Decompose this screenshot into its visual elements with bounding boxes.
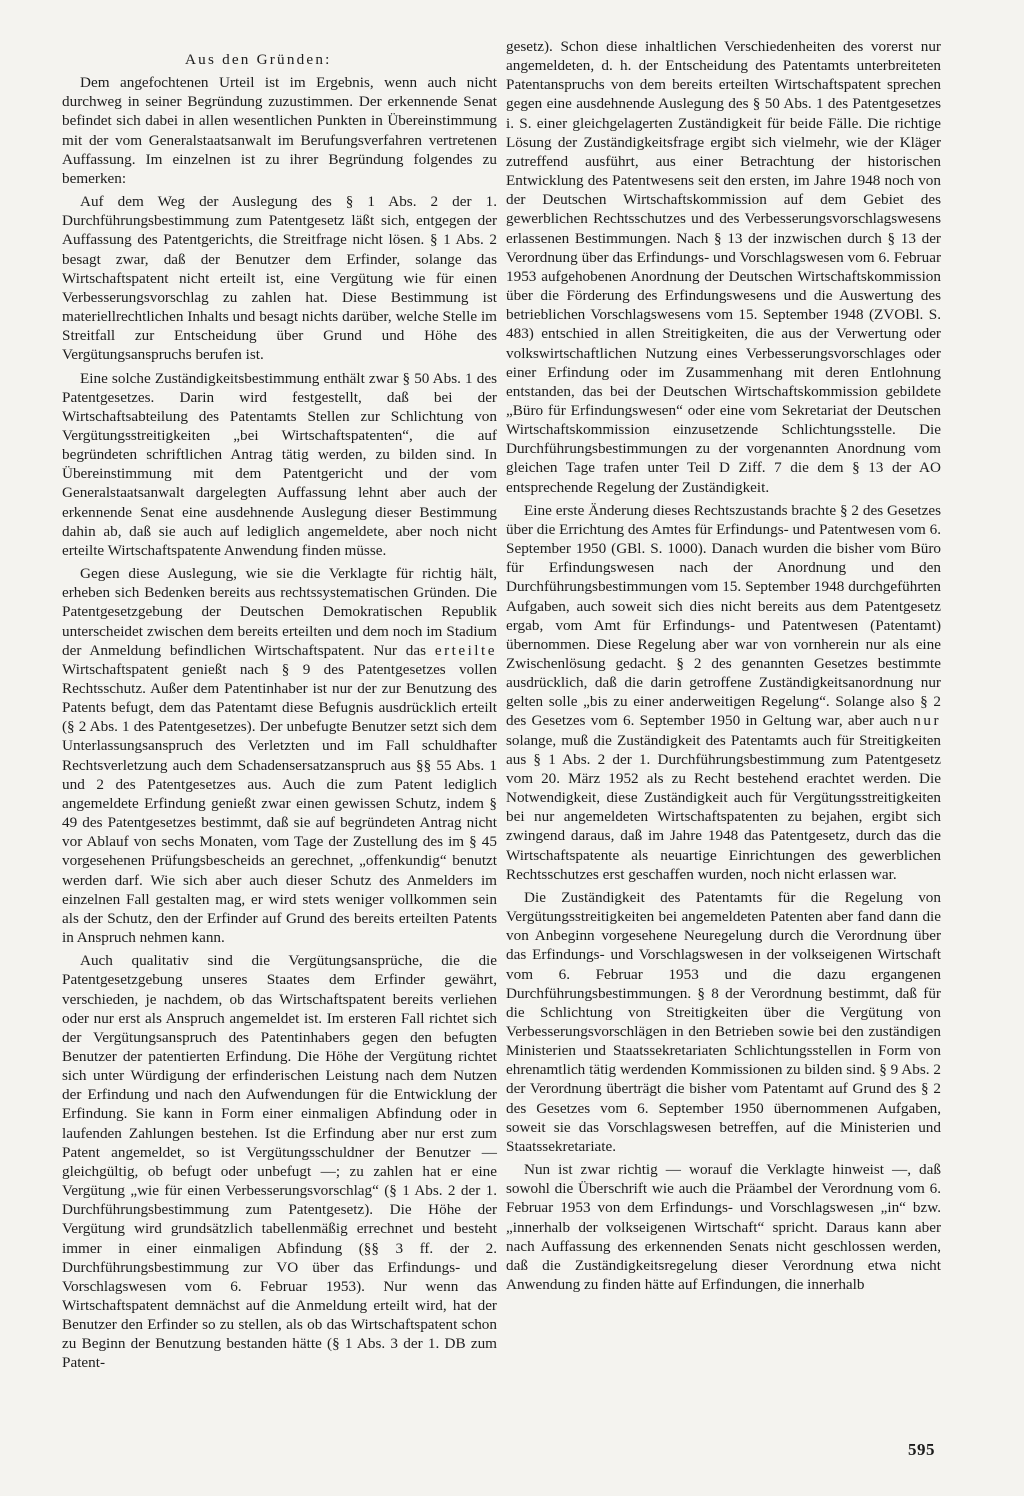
paragraph: Auf dem Weg der Auslegung des § 1 Abs. 2 der 1. Durchführungsbestimmung zum Patentgesetz läßt sich, entgegen der Auffassung des Patentgerichts, die Streitfrage nicht lösen. § 1 Abs. 2 besagt zwar, daß der Benutzer dem Erfinder, solange das Wirtschaftspatent nicht erteilt ist, eine Vergütung wie für einen Verbesserungsvorschlag zu zahlen hat. Diese Bestimmung ist materiellrechtlichen Inhalts und besagt nichts darüber, welche Stelle im Streitfall zur Entscheidung über Grund und Höhe des Vergütungsanspruchs berufen ist. xyxy=(62,193,497,364)
text-run: Gegen diese Auslegung, wie sie die Verklagte für richtig hält, erheben sich Bedenken bereits aus rechtssystematischen Gründen. Die Patentgesetzgebung der Deutschen Demokratischen Republik unterscheidet zwischen dem bereits erteilten und dem noch im Stadium der Anmeldung befindlichen Wirtschaftspatent. Nur das xyxy=(62,565,497,659)
text-run: Eine erste Änderung dieses Rechtszustands brachte § 2 des Gesetzes über die Errichtung des Amtes für Erfindungs- und Patentwesen vom 6. September 1950 (GBl. S. 1000). Danach wurden die bisher vom Büro für Erfindungswesen nach der Anordnung und den Durchführungsbestimmungen vom 15. September 1948 durchgeführten Aufgaben, auch soweit sich dies nicht bereits aus dem Patentgesetz ergab, vom Amt für Erfindungs- und Patentwesen (Patentamt) übernommen. Diese Regelung aber war von vornherein nur als eine Zwischenlösung gedacht. § 2 des genannten Gesetzes bestimmte ausdrücklich, daß die darin getroffene Zuständigkeitsanordnung nur gelten solle „bis zu einer anderweitigen Regelung“. Solange also § 2 des Gesetzes vom 6. September 1950 in Geltung war, aber auch xyxy=(506,501,941,730)
paragraph: Die Zuständigkeit des Patentamts für die Regelung von Vergütungsstreitigkeiten bei angemeldeten Patenten aber fand dann die von Anbeginn vorgesehene Neuregelung durch die Verordnung über das Erfindungs- und Vorschlagswesen in der volkseigenen Wirtschaft vom 6. Februar 1953 und die dazu ergangenen Durchführungsbestimmungen. § 8 der Verordnung bestimmt, daß für die Schlichtung von Streitigkeiten über die Vergütung von Verbesserungsvorschlägen in den Betrieben sowie bei den zuständigen Ministerien und Staatssekretariaten Schlichtungsstellen in Form von ehrenamtlich tätig werdenden Kommissionen zu bilden sind. § 9 Abs. 2 der Verordnung überträgt die bisher vom Patentamt auf Grund des § 2 des Gesetzes vom 6. September 1950 übernommenen Aufgaben, soweit sie das Vorschlagswesen betreffen, auf die Ministerien und Staatssekretariate. xyxy=(506,888,941,1155)
paragraph: Auch qualitativ sind die Vergütungsansprüche, die die Patentgesetzgebung unseres Staates dem Erfinder gewährt, verschieden, je nachdem, ob das Wirtschaftspatent bereits verliehen oder nur erst als Anspruch angemeldet ist. Im ersteren Fall richtet sich der Vergütungsanspruch des Patentinhabers gegen den befugten Benutzer der patentierten Erfindung. Die Höhe der Vergütung richtet sich unter Würdigung der erfinderischen Leistung nach dem Nutzen der Erfindung und nach den Aufwendungen für die Entwicklung der Erfindung. Sie kann in Form einer einmaligen Abfindung oder in laufenden Zahlungen bestehen. Ist die Erfindung aber nur erst zum Patent angemeldet, so ist Vergütungsschuldner der Benutzer — gleichgültig, ob befugt oder unbefugt —; zu zahlen hat er eine Vergütung „wie für einen Verbesserungsvorschlag“ (§ 1 Abs. 2 der 1. Durchführungsbestimmung zum Patentgesetz). Die Höhe der Vergütung wird grundsätzlich tabellenmäßig errechnet und besteht immer in einer einmaligen Abfindung (§§ 3 ff. der 2. Durchführungsbestimmung zur VO über das Erfindungs- und Vorschlagswesen vom 6. Februar 1953). Nur wenn das Wirtschaftspatent demnächst auf die Anmeldung erteilt wird, hat der Benutzer den Erfinder so zu stellen, als ob das Wirtschaftspatent schon zu Beginn der Benutzung bestanden hätte (§ 1 Abs. 3 der 1. DB zum Patent- xyxy=(62,952,497,1372)
text-run: Wirtschaftspatent genießt nach § 9 des Patentgesetzes vollen Rechtsschutz. Außer dem Patentinhaber ist nur der zur Benutzung des Patents befugt, dem das Patentamt diese Befugnis ausdrücklich erteilt (§ 2 Abs. 1 des Patentgesetzes). Der unbefugte Benutzer setzt sich dem Unterlassungsanspruch des Verletzten und im Fall schuldhafter Rechtsverletzung auch dem Schadensersatzanspruch aus §§ 55 Abs. 1 und 2 des Patentgesetzes aus. Auch die zum Patent lediglich angemeldete Erfindung genießt zwar einen gewissen Schutz, indem § 49 des Patentgesetzes bestimmt, daß sie auf begründeten Antrag nicht vor Ablauf von sechs Monaten, vom Tage der Zustellung des im § 45 vorgesehenen Prüfungsbescheids an gerechnet, „offenkundig“ benutzt werden darf. Wie sich aber auch dieser Schutz des Anmelders im einzelnen Fall gestalten mag, er wird stets weniger vollkommen sein als der Schutz, den der Erfinder auf Grund des bereits erteilten Patents in Anspruch nehmen kann. xyxy=(62,660,497,947)
paragraph: Nun ist zwar richtig — worauf die Verklagte hinweist —, daß sowohl die Überschrift wie auch die Präambel der Verordnung vom 6. Februar 1953 von dem Erfindungs- und Vorschlagswesen „in“ bzw. „innerhalb der volkseigenen Wirtschaft“ spricht. Daraus kann aber nach Auffassung des erkennenden Senats nicht geschlossen werden, daß die Zuständigkeitsregelung dieser Verordnung etwa nicht Anwendung zu finden hätte auf Erfindungen, die innerhalb xyxy=(506,1161,941,1293)
text-run: solange, muß die Zuständigkeit des Patentamts auch für Streitigkeiten aus § 1 Abs. 2 der 1. Durchführungsbestimmung zum Patentgesetz vom 20. März 1952 als zu Recht bestehend erachtet werden. Die Notwendigkeit, diese Zuständigkeit auch für Vergütungsstreitigkeiten bei nur angemeldeten Wirtschaftspatenten zu bejahen, ergibt sich zwingend daraus, daß im Jahre 1948 das Patentgesetz, durch das die Wirtschaftspatente als neuartige Einrichtungen des gewerblichen Rechtsschutzes erst geschaffen wurden, noch nicht erlassen war. xyxy=(506,731,941,883)
left-column xyxy=(62,50,497,1377)
paragraph: Eine solche Zuständigkeitsbestimmung enthält zwar § 50 Abs. 1 des Patentgesetzes. Darin wird festgestellt, daß bei der Wirtschaftsabteilung des Patentamts Stellen zur Schlichtung von Vergütungsstreitigkeiten „bei Wirtschaftspatenten“, die auf begründeten schriftlichen Antrag tätig werden, zu bilden sind. In Übereinstimmung mit dem Patentgericht und der vom Generalstaatsanwalt dargelegten Auffassung lehnt aber auch der erkennende Senat eine ausdehnende Auslegung dieser Bestimmung dahin ab, daß sie auch auf lediglich angemeldete, aber noch nicht erteilte Wirtschaftspatente Anwendung finden müsse. xyxy=(62,369,497,559)
spaced-emphasis: nur xyxy=(913,712,942,730)
paragraph: Dem angefochtenen Urteil ist im Ergebnis, wenn auch nicht durchweg in seiner Begründung zuzustimmen. Der erkennende Senat befindet sich dabei in allen wesentlichen Punkten in Übereinstimmung mit der vom Generalstaatsanwalt im Berufungsverfahren vertretenen Auffassung. Im einzelnen ist zu ihrer Begründung folgendes zu bemerken: xyxy=(62,74,497,187)
right-column xyxy=(506,37,941,1298)
paragraph xyxy=(506,501,941,884)
spaced-emphasis: erteilte xyxy=(434,641,497,659)
paragraph: gesetz). Schon diese inhaltlichen Verschiedenheiten des vorerst nur angemeldeten, d. h. der Entscheidung des Patentamts unterbreiteten Patentanspruchs von dem bereits erteilten Wirtschaftspatent sprechen gegen eine ausdehnende Auslegung des § 50 Abs. 1 des Patentgesetzes i. S. einer gleichgelagerten Zuständigkeit für beide Fälle. Die richtige Lösung der Zuständigkeitsfrage ergibt sich vielmehr, wie der Kläger zutreffend ausführt, aus einer Betrachtung der historischen Entwicklung des Patentwesens seit den ersten, im Jahre 1948 noch von der Deutschen Wirtschaftskommission auf dem Gebiet des gewerblichen Rechtsschutzes und des Verbesserungsvorschlagswesens erlassenen Bestimmungen. Nach § 13 der inzwischen durch § 13 der Verordnung über das Erfindungs- und Vorschlagswesen vom 6. Februar 1953 aufgehobenen Anordnung der Deutschen Wirtschaftskommission über die Förderung des Erfindungswesens und die Auswertung des betrieblichen Vorschlagswesens vom 15. September 1948 (ZVOBl. S. 483) entschied in allen Streitigkeiten, die aus der Verwertung oder volkswirtschaftlichen Nutzung eines Verbesserungsvorschlages oder einer Erfindung oder im Zusammenhang mit deren Entlohnung entstanden, das bei der Deutschen Wirtschaftskommission gebildete „Büro für Erfindungswesen“ oder eine vom Sekretariat der Deutschen Wirtschaftskommission einzusetzende Schlichtungsstelle. Die Durchführungsbestimmungen zu der vorgenannten Anordnung vom gleichen Tage trafen unter Teil D Ziff. 7 die dem § 13 der AO entsprechende Regelung der Zuständigkeit. xyxy=(506,38,941,496)
section-heading: Aus den Gründen: xyxy=(185,51,332,68)
paragraph xyxy=(62,564,497,947)
page-number: 595 xyxy=(908,1440,935,1459)
